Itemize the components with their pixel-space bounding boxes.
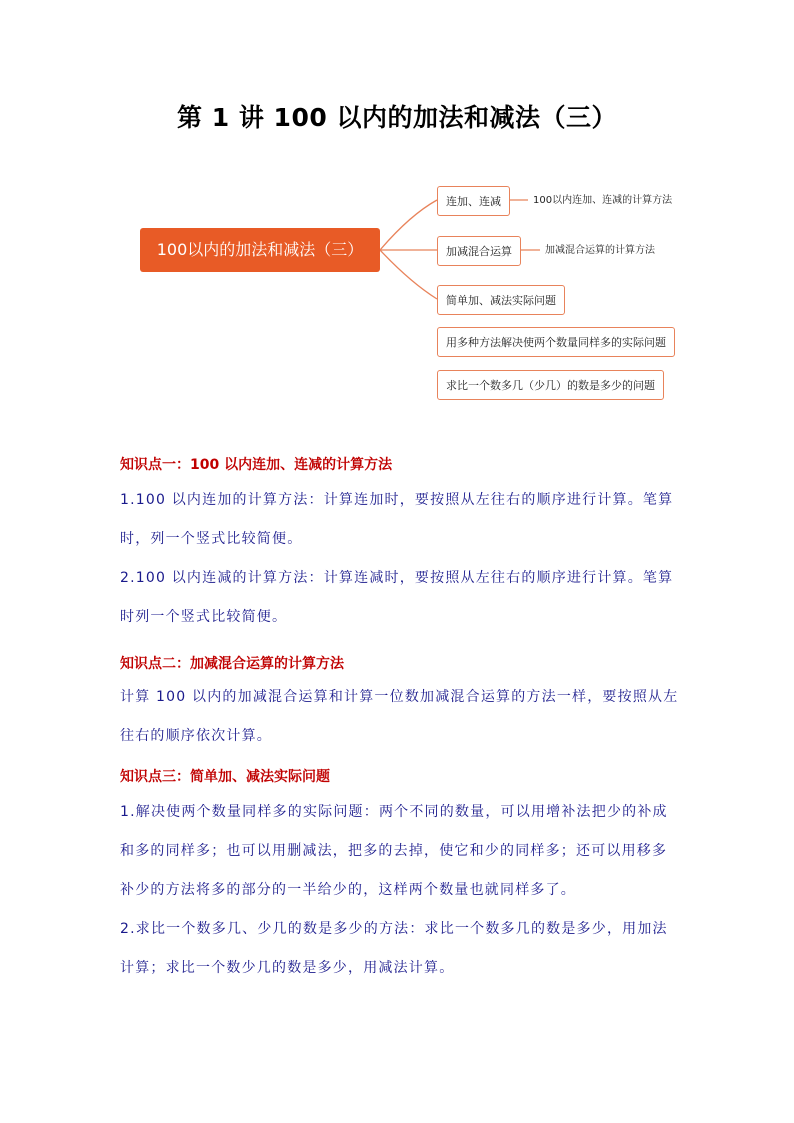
mind-map-root: 100以内的加法和减法（三）: [140, 228, 380, 272]
branch-node-3: 简单加、减法实际问题: [437, 285, 565, 315]
section-heading: 知识点一：100 以内连加、连减的计算方法: [120, 457, 393, 473]
page-title: 第 1 讲 100 以内的加法和减法（三）: [177, 103, 617, 132]
paragraph: 2.求比一个数多几、少几的数是多少的方法：求比一个数多几的数是多少，用加法计算；求比一个数少几的数是多少，用减法计算。: [120, 921, 668, 976]
knowledge-point-1: [120, 455, 680, 637]
branch-node-4: 用多种方法解决使两个数量同样多的实际问题: [437, 327, 675, 357]
branch-note-1: 100以内连加、连减的计算方法: [533, 195, 673, 206]
section-heading: 知识点三：简单加、减法实际问题: [120, 769, 330, 785]
paragraph: 计算 100 以内的加减混合运算和计算一位数加减混合运算的方法一样，要按照从左往右的顺序依次计算。: [120, 689, 679, 744]
knowledge-point-2: [120, 654, 680, 756]
section-heading: 知识点二：加减混合运算的计算方法: [120, 656, 344, 672]
mind-map-connectors: [0, 0, 794, 420]
branch-node-5: 求比一个数多几（少几）的数是多少的问题: [437, 370, 664, 400]
connector-branch-1: [380, 200, 437, 250]
branch-node-2: 加减混合运算: [437, 236, 521, 266]
paragraph: 1.100 以内连加的计算方法：计算连加时，要按照从左往右的顺序进行计算。笔算时，列一个竖式比较简便。: [120, 492, 674, 547]
branch-node-1: 连加、连减: [437, 186, 510, 216]
connector-branch-3: [380, 250, 437, 299]
paragraph: 1.解决使两个数量同样多的实际问题：两个不同的数量，可以用增补法把少的补成和多的同样多；也可以用删减法，把多的去掉，使它和少的同样多；还可以用移多补少的方法将多的部分的一半给少的，这样两个数量也就同样多了。: [120, 804, 668, 898]
branch-note-2: 加减混合运算的计算方法: [545, 245, 655, 256]
paragraph: 2.100 以内连减的计算方法：计算连减时，要按照从左往右的顺序进行计算。笔算时列一个竖式比较简便。: [120, 570, 674, 625]
mind-map: [0, 0, 794, 420]
knowledge-point-3: [120, 767, 680, 988]
